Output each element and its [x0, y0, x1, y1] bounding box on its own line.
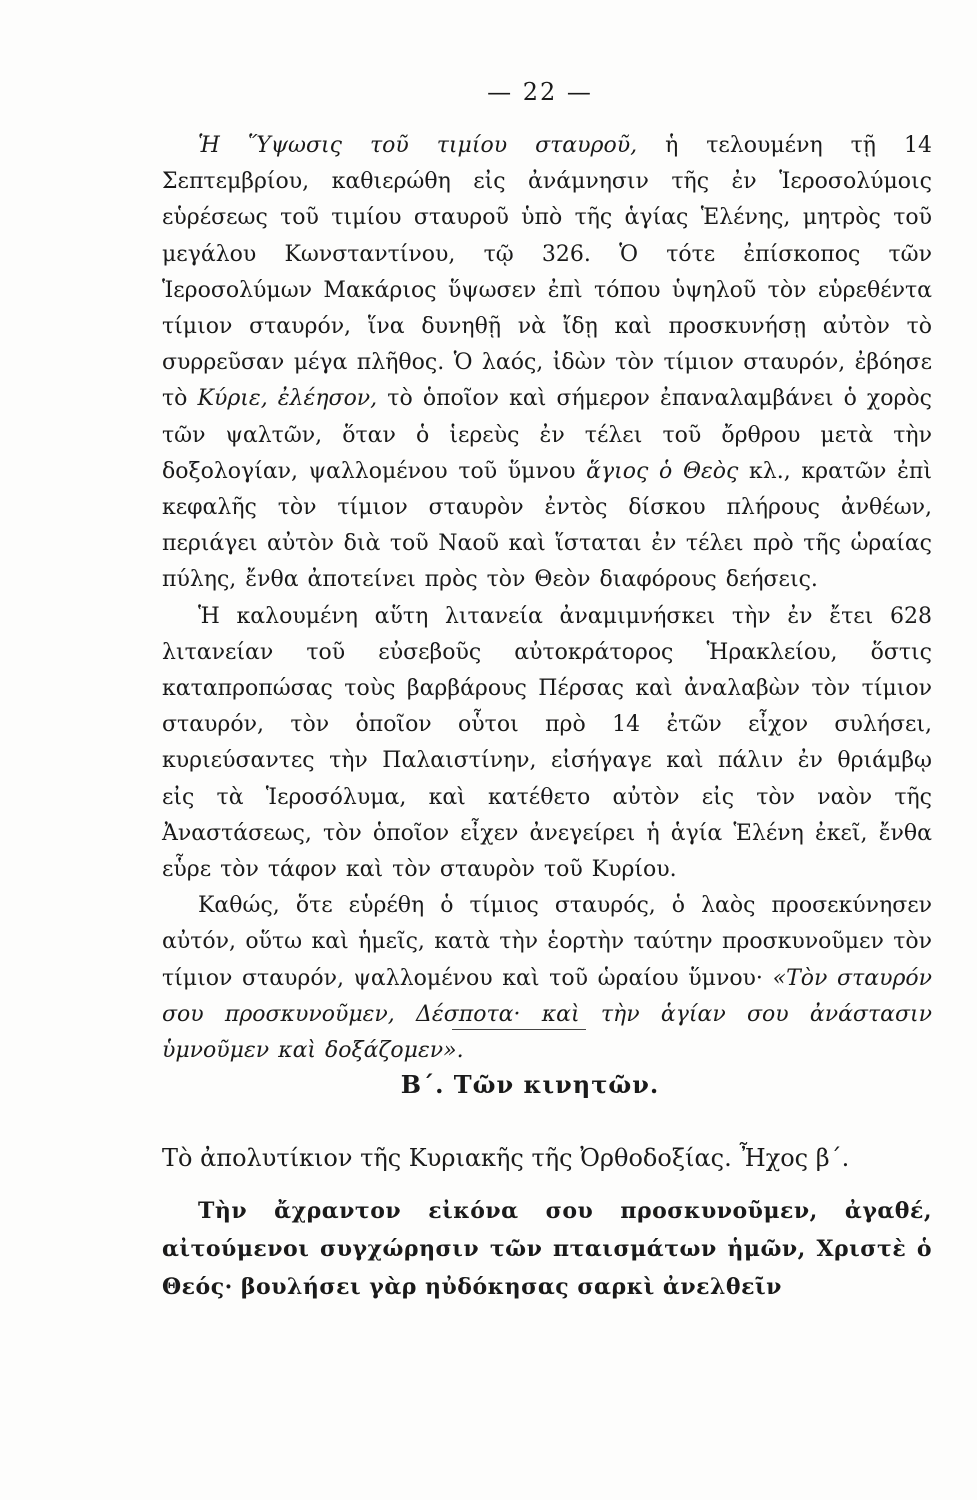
paragraph-veneration	[162, 888, 932, 1069]
paragraph-text: ἡ τελουμένη τῇ 14 Σεπτεμβρίου, καθιερώθη εἰς ἀνάμνησιν τῆς ἐν Ἱεροσολύμοις εὑρέσεως τοῦ τιμίου σταυροῦ ὑπὸ τῆς ἁγίας Ἑλένης, μητρὸς τοῦ μεγάλου Κωνσταντίνου, τῷ 326. Ὁ τότε ἐπίσκοπος τῶν Ἱεροσολύμων Μακάριος ὕψωσεν ἐπὶ τόπου ὑψηλοῦ τὸν εὑρεθέντα τίμιον σταυρόν, ἵνα δυνηθῇ νὰ ἴδῃ καὶ προσκυνήσῃ αὐτὸν τὸ συρρεῦσαν μέγα πλῆθος. Ὁ λαός, ἰδὼν τὸν τίμιον σταυρόν, ἐβόησε τὸ	[162, 133, 932, 412]
main-text	[162, 128, 932, 1069]
paragraph-litany: Ἡ καλουμένη αὕτη λιτανεία ἀναμιμνήσκει τὴν ἐν ἔτει 628 λιτανείαν τοῦ εὐσεβοῦς αὐτοκράτορος Ἡρακλείου, ὅστις καταπροπώσας τοὺς βαρβάρους Πέρσας καὶ ἀναλαβὼν τὸν τίμιον σταυρόν, τὸν ὁποῖον οὗτοι πρὸ 14 ἐτῶν εἶχον συλήσει, κυριεύσαντες τὴν Παλαιστίνην, εἰσήγαγε καὶ πάλιν ἐν θριάμβῳ εἰς τὰ Ἱεροσόλυμα, καὶ κατέθετο αὐτὸν εἰς τὸν ναὸν τῆς Ἀναστάσεως, τὸν ὁποῖον εἶχεν ἀνεγείρει ἡ ἁγία Ἑλένη ἐκεῖ, ἔνθα εὗρε τὸν τάφον καὶ τὸν σταυρὸν τοῦ Κυρίου.	[162, 603, 932, 883]
agios-phrase: ἅγιος ὁ Θεὸς	[586, 458, 739, 484]
hymn-quote: «Τὸν σταυρόν σου προσκυνοῦμεν, Δέσποτα· καὶ τὴν ἁγίαν σου ἀνάστασιν ὑμνοῦμεν καὶ δοξάζομεν».	[162, 965, 933, 1064]
paragraph-text: Καθώς, ὅτε εὑρέθη ὁ τίμιος σταυρός, ὁ λαὸς προσεκύνησεν αὐτόν, οὕτω καὶ ἡμεῖς, κατὰ τὴν ἑορτὴν ταύτην προσκυνοῦμεν τὸν τίμιον σταυρόν, ψαλλομένου καὶ τοῦ ὡραίου ὕμνου·	[162, 893, 932, 991]
paragraph-exaltation	[162, 128, 932, 599]
paragraph-title: Ἡ Ὕψωσις τοῦ τιμίου σταυροῦ,	[198, 133, 638, 158]
paragraph-text: τὸ ὁποῖον καὶ σήμερον ἐπαναλαμβάνει ὁ χορὸς τῶν ψαλτῶν, ὅταν ὁ ἱερεὺς ἐν τέλει τοῦ ὄρθρου μετὰ τὴν δοξολογίαν, ψαλλομένου τοῦ ὕμνου	[162, 386, 932, 484]
hymn-text: Τὴν ἄχραντον εἰκόνα σου προσκυνοῦμεν, ἀγαθέ, αἰτούμενοι συγχώρησιν τῶν πταισμάτων ἡμῶν, Χριστὲ ὁ Θεός· βουλήσει γὰρ ηὐδόκησας σαρκὶ ἀνελθεῖν	[162, 1198, 932, 1300]
section-heading: Β΄. Τῶν κινητῶν.	[400, 1070, 660, 1099]
page-number: — 22 —	[487, 78, 593, 106]
separator-rule	[452, 1029, 586, 1030]
kyrie-phrase: Κύριε, ἐλέησον,	[197, 386, 378, 412]
paragraph-text: κλ., κρατῶν ἐπὶ κεφαλῆς τὸν τίμιον σταυρὸν ἐντὸς δίσκου πλήρους ἀνθέων, περιάγει αὐτὸν διὰ τοῦ Ναοῦ καὶ ἵσταται ἐν τέλει πρὸ τῆς ὡραίας πύλης, ἔνθα ἀποτείνει πρὸς τὸν Θεὸν διαφόρους δεήσεις.	[162, 458, 932, 593]
hymn-title: Τὸ ἀπολυτίκιον τῆς Κυριακῆς τῆς Ὀρθοδοξίας. Ἦχος β΄.	[162, 1144, 850, 1172]
hymn-text-block	[162, 1192, 932, 1306]
